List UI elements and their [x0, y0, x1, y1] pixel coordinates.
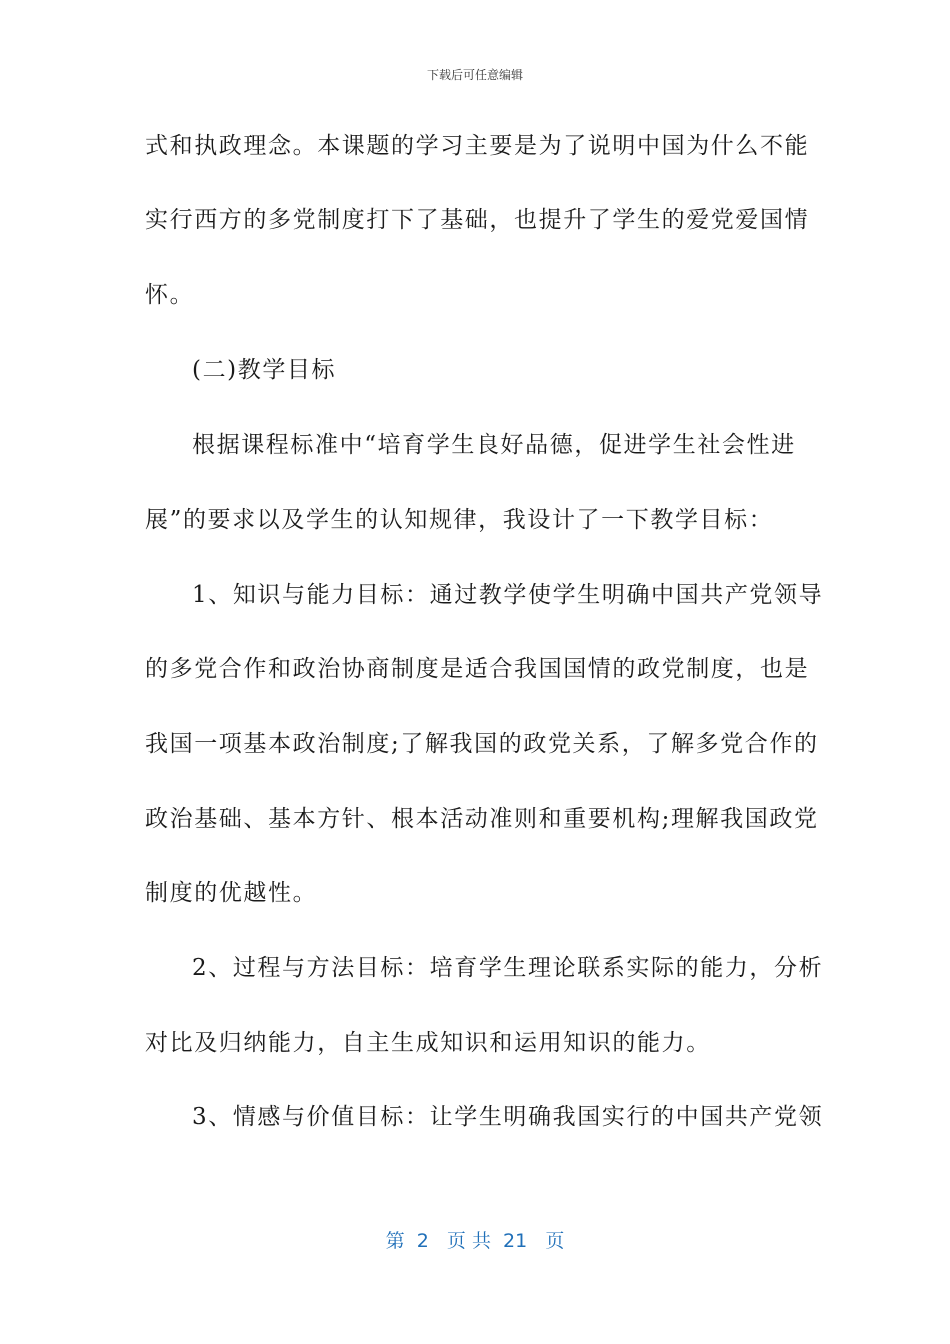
paragraph-line: 式和执政理念。本课题的学习主要是为了说明中国为什么不能 [145, 133, 810, 159]
header-note: 下载后可任意编辑 [426, 68, 523, 82]
paragraph-line: 3、情感与价值目标：让学生明确我国实行的中国共产党领 [192, 1104, 824, 1130]
section-heading: (二)教学目标 [192, 357, 337, 383]
paragraph-line: 我国一项基本政治制度;了解我国的政党关系，了解多党合作的 [145, 731, 819, 757]
paragraph-line: 1、知识与能力目标：通过教学使学生明确中国共产党领导 [192, 582, 824, 608]
paragraph-line: 制度的优越性。 [145, 880, 318, 906]
paragraph-line: 2、过程与方法目标：培育学生理论联系实际的能力，分析 [192, 955, 824, 981]
page-number: 第 2 页 共 21 页 [385, 1230, 565, 1252]
paragraph-line: 的多党合作和政治协商制度是适合我国国情的政党制度，也是 [145, 656, 810, 682]
paragraph-line: 根据课程标准中“培育学生良好品德，促进学生社会性进 [192, 432, 796, 458]
paragraph-line: 怀。 [145, 282, 195, 308]
paragraph-line: 对比及归纳能力，自主生成知识和运用知识的能力。 [145, 1030, 711, 1056]
paragraph-line: 展”的要求以及学生的认知规律，我设计了一下教学目标： [145, 507, 774, 533]
paragraph-line: 政治基础、基本方针、根本活动准则和重要机构;理解我国政党 [145, 806, 819, 832]
paragraph-line: 实行西方的多党制度打下了基础，也提升了学生的爱党爱国情 [145, 207, 810, 233]
